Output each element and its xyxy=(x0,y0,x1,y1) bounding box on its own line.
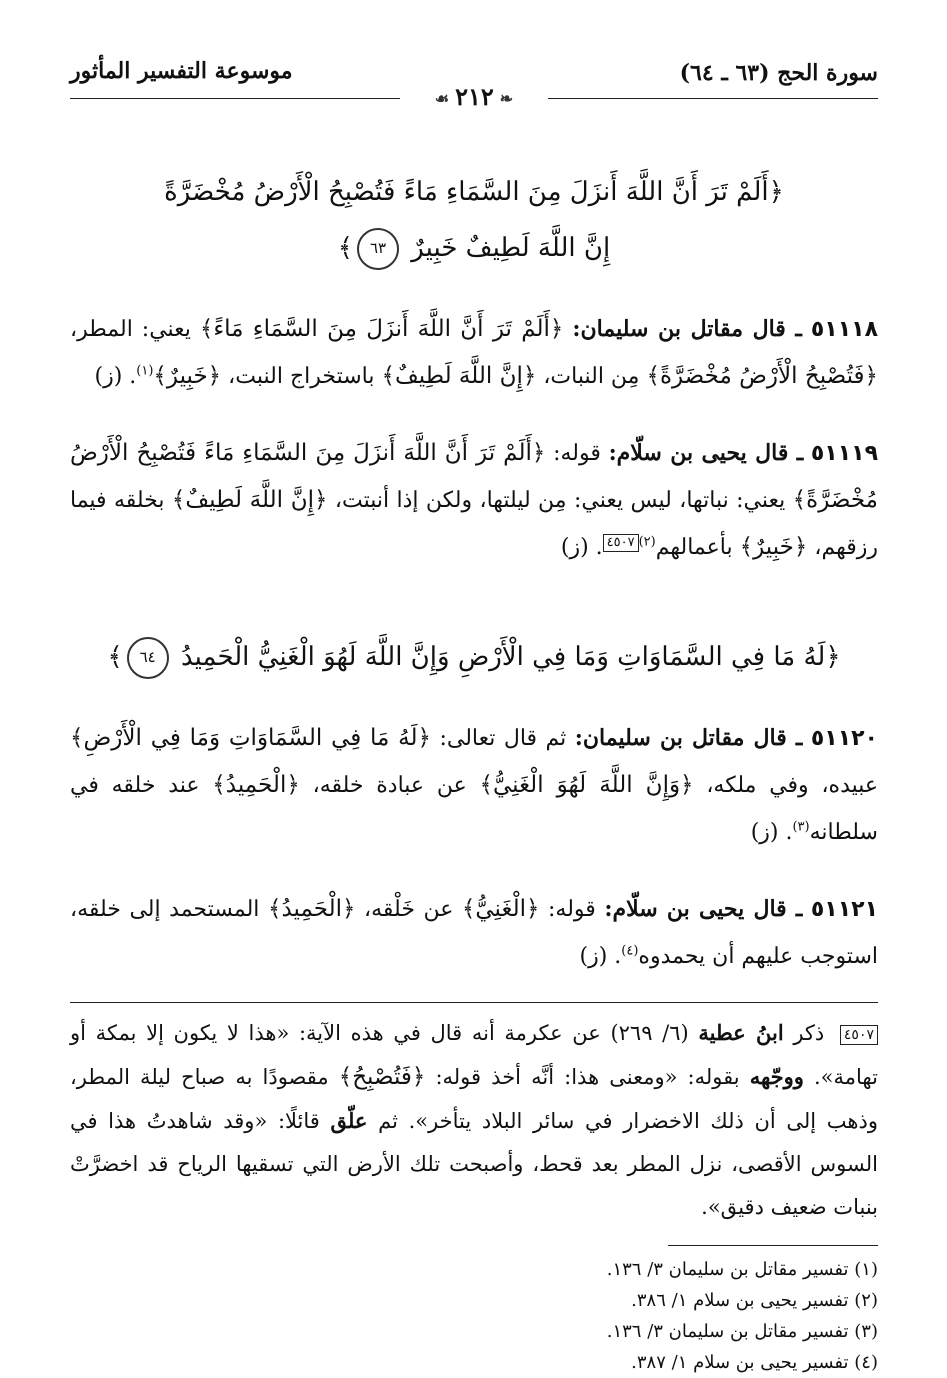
footnote-item: (٢) تفسير يحيى بن سلام ١/ ٣٨٦. xyxy=(631,1290,878,1311)
ornament-icon: ❧ xyxy=(499,89,514,108)
verse-line: ﴿أَلَمْ تَرَ أَنَّ اللَّهَ أَنزَلَ مِنَ السَّمَاءِ مَاءً فَتُصْبِحُ الْأَرْضُ مُخْضَرَّةً xyxy=(164,177,784,207)
footnote-item: (١) تفسير مقاتل بن سليمان ٣/ ١٣٦. xyxy=(606,1259,878,1280)
quran-quote: ﴿إِنَّ اللَّهَ لَطِيفٌ﴾ xyxy=(381,363,537,389)
narrator: ـ قال يحيى بن سلّام: xyxy=(608,440,804,466)
commentary-text: قوله: xyxy=(548,897,596,922)
quran-quote: ﴿فَتُصْبِحُ﴾ xyxy=(338,1064,426,1090)
verse-number: ٦٤ xyxy=(127,637,169,679)
narration-number: ٥١١٢٠ xyxy=(810,726,878,751)
commentary-text: عبيده، وفي ملكه، xyxy=(706,773,879,798)
header-rule-left xyxy=(70,98,400,99)
footnotes-list xyxy=(70,1254,878,1378)
commentary-text: يعني: نباتها، ليس يعني: مِن ليلتها، ولكن إذا أنبتت، xyxy=(334,488,786,513)
verse-number: ٦٣ xyxy=(357,228,399,270)
note-text: قائلًا: «وقد شاهدتُ هذا في السوس الأقصى، نزل المطر بعد قحط، وأصبحت تلك الأرض التي تسقيها الرياح قد اخضرَّتْ بنبات ضعيف دقيق». xyxy=(70,1109,878,1219)
narrator: ـ قال مقاتل بن سليمان: xyxy=(572,316,802,342)
source-marker: . (ز) xyxy=(579,944,622,969)
book-title: موسوعة التفسير المأثور xyxy=(70,58,293,84)
note-reference-box: ٤٥٠٧ xyxy=(603,534,639,552)
quran-quote: ﴿لَهُ مَا فِي السَّمَاوَاتِ وَمَا فِي الْأَرْضِ﴾ xyxy=(70,725,431,751)
page-number-text: ٢١٢ xyxy=(455,82,494,111)
verse-text: إِنَّ اللَّهَ لَطِيفٌ خَبِيرٌ xyxy=(411,233,611,263)
page-number xyxy=(429,82,519,111)
quran-quote: ﴿فَتُصْبِحُ الْأَرْضُ مُخْضَرَّةً﴾ xyxy=(646,363,878,389)
ornament-icon: ☙ xyxy=(434,89,450,108)
commentary-text: بخلقه فيما رزقهم، xyxy=(70,488,878,560)
quran-quote: ﴿خَبِيرٌ﴾ xyxy=(153,363,222,389)
footnote-marker: (٣) xyxy=(792,819,810,835)
commentary-text: يعني: المطر، xyxy=(70,317,191,342)
commentary-text: باستخراج النبت، xyxy=(228,364,375,389)
scholar-name: ابنُ عطية xyxy=(698,1020,784,1045)
note-text: مقصودًا به صباح ليلة المطر، وذهب إلى أن ذلك الاخضرار في سائر البلاد يتأخر». ثم xyxy=(70,1065,878,1133)
note-text: ذكر xyxy=(793,1021,825,1045)
note-text: (٦/ ٢٦٩) عن عكرمة أنه قال في هذه الآية: «هذا لا يكون إلا بمكة أو تهامة». xyxy=(70,1021,878,1089)
quran-verse-63 xyxy=(70,164,878,276)
note-keyword: علّق xyxy=(330,1108,368,1133)
commentary-text: قوله: xyxy=(553,441,601,466)
quran-verse-64 xyxy=(70,629,878,685)
source-marker: . (ز) xyxy=(750,820,793,845)
note-text: بقوله: «ومعنى هذا: أنَّه أخذ قوله: xyxy=(435,1065,740,1089)
narration-51120 xyxy=(70,715,878,856)
narration-51119 xyxy=(70,430,878,571)
source-marker: . (ز) xyxy=(94,364,137,389)
narration-51121 xyxy=(70,886,878,980)
footnotes-divider xyxy=(668,1245,878,1246)
footnote-marker: (٢) xyxy=(638,534,656,550)
commentary-text: ثم قال تعالى: xyxy=(439,726,567,751)
verse-text: ﴿لَهُ مَا فِي السَّمَاوَاتِ وَمَا فِي الْأَرْضِ وَإِنَّ اللَّهَ لَهُوَ الْغَنِيُّ الْحَمِيدُ xyxy=(180,642,841,672)
commentary-text: عن خَلْقه، xyxy=(364,897,454,922)
narration-number: ٥١١٢١ xyxy=(810,897,878,922)
quran-quote: ﴿خَبِيرٌ﴾ xyxy=(739,534,808,560)
header-rule-right xyxy=(548,98,878,99)
footnote-marker: (١) xyxy=(136,363,154,379)
quran-quote: ﴿الْغَنِيُّ﴾ xyxy=(461,896,540,922)
commentary-text: بأعمالهم xyxy=(655,535,733,560)
narrator: ـ قال مقاتل بن سليمان: xyxy=(574,725,803,751)
verse-close-bracket: ﴾ xyxy=(107,642,123,672)
page xyxy=(70,48,879,1373)
commentary-text: المستحمد إلى خلقه، استوجب عليهم أن يحمدوه xyxy=(70,897,878,969)
footnote-marker: (٤) xyxy=(621,943,639,959)
verse-close-bracket: ﴾ xyxy=(337,233,354,263)
commentary-text: عند خلقه في سلطانه xyxy=(70,773,878,845)
quran-quote: ﴿الْحَمِيدُ﴾ xyxy=(212,772,300,798)
quran-quote: ﴿أَلَمْ تَرَ أَنَّ اللَّهَ أَنزَلَ مِنَ السَّمَاءِ مَاءً﴾ xyxy=(199,316,564,342)
quran-quote: ﴿أَلَمْ تَرَ أَنَّ اللَّهَ أَنزَلَ مِنَ السَّمَاءِ مَاءً فَتُصْبِحُ الْأَرْضُ مُخْضَرَّةً﴾ xyxy=(70,440,879,513)
commentary-text: عن عبادة خلقه، xyxy=(312,773,467,798)
note-divider xyxy=(70,1002,878,1003)
running-header xyxy=(70,48,878,120)
quran-quote: ﴿إِنَّ اللَّهَ لَطِيفٌ﴾ xyxy=(171,487,328,513)
footnote-item: (٤) تفسير يحيى بن سلام ١/ ٣٨٧. xyxy=(631,1352,878,1373)
note-number-box: ٤٥٠٧ xyxy=(840,1025,878,1045)
verse-line xyxy=(70,220,878,276)
scholarly-note xyxy=(70,1011,878,1229)
commentary-text: مِن النبات، xyxy=(543,364,640,389)
source-marker: . (ز) xyxy=(560,535,603,560)
narration-number: ٥١١١٨ xyxy=(810,317,878,342)
narration-number: ٥١١١٩ xyxy=(810,441,878,466)
surah-title: سورة الحج (٦٣ ـ ٦٤) xyxy=(679,60,878,86)
note-keyword: ووجّهه xyxy=(749,1064,804,1089)
narration-51118 xyxy=(70,306,878,400)
quran-quote: ﴿الْحَمِيدُ﴾ xyxy=(267,896,356,922)
footnote-item: (٣) تفسير مقاتل بن سليمان ٣/ ١٣٦. xyxy=(606,1321,878,1342)
quran-quote: ﴿وَإِنَّ اللَّهَ لَهُوَ الْغَنِيُّ﴾ xyxy=(479,772,694,798)
narrator: ـ قال يحيى بن سلّام: xyxy=(604,896,803,922)
